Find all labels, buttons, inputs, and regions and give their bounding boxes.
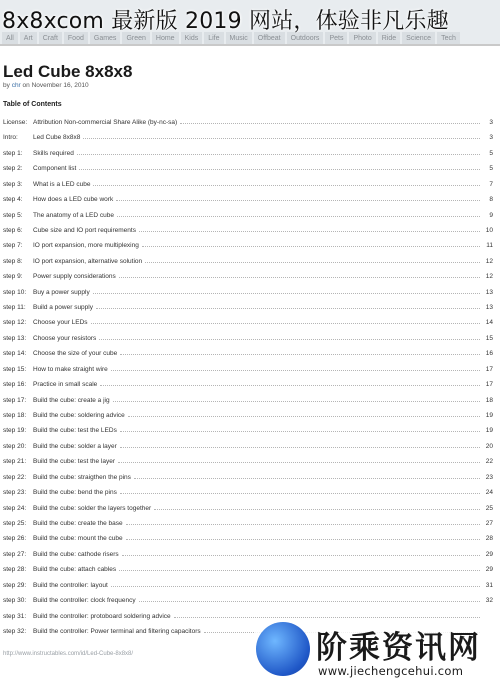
- toc-leader-dots: [96, 304, 480, 309]
- toc-leader-dots: [139, 227, 480, 232]
- toc-row[interactable]: [3, 443, 493, 458]
- toc-leader-dots: [174, 613, 480, 618]
- toc-page-number: 19: [485, 412, 493, 420]
- toc-step: step 16:: [3, 381, 27, 389]
- nav-tab[interactable]: Ride: [378, 32, 400, 46]
- nav-tab[interactable]: Green: [122, 32, 149, 46]
- toc-label: Practice in small scale: [33, 381, 98, 389]
- toc-row[interactable]: [3, 150, 493, 165]
- toc-row[interactable]: [3, 227, 493, 242]
- toc-leader-dots: [93, 181, 480, 186]
- toc-step: step 22:: [3, 473, 27, 481]
- toc-leader-dots: [119, 273, 480, 278]
- toc-leader-dots: [180, 119, 480, 124]
- toc-page-number: 3: [489, 119, 493, 126]
- toc-page-number: 22: [485, 458, 493, 466]
- nav-tab[interactable]: Home: [152, 32, 179, 46]
- toc-step: step 27:: [3, 550, 27, 558]
- toc-label: Cube size and IO port requirements: [33, 226, 136, 234]
- toc-leader-dots: [91, 319, 480, 324]
- toc-label: How does a LED cube work: [33, 196, 114, 204]
- toc-label: Build the cube: test the layer: [33, 458, 116, 466]
- toc-page-number: 9: [489, 211, 493, 219]
- toc-step: step 20:: [3, 442, 27, 450]
- toc-page-number: 14: [485, 319, 493, 327]
- toc-page-number: 18: [485, 396, 493, 404]
- toc-leader-dots: [145, 258, 480, 263]
- toc-label: Build the cube: create a jig: [33, 396, 110, 404]
- toc-row[interactable]: [3, 181, 493, 196]
- toc-label: Component list: [33, 165, 77, 173]
- toc-leader-dots: [83, 134, 480, 139]
- toc-leader-dots: [117, 212, 480, 217]
- watermark-name: 阶乘资讯网: [316, 630, 481, 666]
- toc-step: step 19:: [3, 427, 27, 435]
- toc-page-number: 12: [485, 273, 493, 281]
- toc-row[interactable]: [3, 505, 493, 520]
- toc-row[interactable]: [3, 381, 493, 396]
- toc-label: Build the cube: solder a layer: [33, 442, 117, 450]
- toc-page-number: 16: [485, 350, 493, 358]
- toc-label: Build the controller: layout: [33, 581, 108, 589]
- nav-tab[interactable]: Kids: [181, 32, 203, 46]
- toc-step: step 5:: [3, 211, 23, 219]
- toc-page-number: 12: [485, 257, 493, 265]
- toc-row[interactable]: [3, 397, 493, 412]
- toc-label: IO port expansion, more multiplexing: [33, 242, 139, 250]
- nav-tab[interactable]: Offbeat: [254, 32, 285, 46]
- toc-step: step 9:: [3, 273, 23, 281]
- nav-tab[interactable]: All: [2, 32, 18, 46]
- toc-row[interactable]: [3, 458, 493, 473]
- toc-label: Choose your LEDs: [33, 319, 88, 327]
- toc-row[interactable]: [3, 212, 493, 227]
- toc-row[interactable]: [3, 335, 493, 350]
- toc-step: step 6:: [3, 226, 23, 234]
- toc-row[interactable]: [3, 582, 493, 597]
- toc-step: step 3:: [3, 180, 23, 188]
- toc-step: step 31:: [3, 612, 27, 620]
- toc-heading: Table of Contents: [3, 101, 62, 108]
- watermark-logo: [254, 620, 500, 681]
- toc-row[interactable]: [3, 366, 493, 381]
- toc-row[interactable]: [3, 134, 493, 149]
- toc-leader-dots: [119, 566, 480, 571]
- toc-leader-dots: [120, 443, 480, 448]
- toc-label: Build the cube: solder the layers together: [33, 504, 152, 512]
- toc-step: step 11:: [3, 304, 26, 312]
- toc-leader-dots: [126, 520, 480, 525]
- toc-step: step 32:: [3, 627, 27, 635]
- toc-row[interactable]: [3, 304, 493, 319]
- toc-label: Attribution Non-commercial Share Alike (by-nc-sa): [33, 119, 178, 126]
- toc-row[interactable]: [3, 427, 493, 442]
- toc-row[interactable]: [3, 551, 493, 566]
- toc-leader-dots: [120, 427, 480, 432]
- toc-step: step 1:: [3, 149, 23, 157]
- nav-tab[interactable]: Outdoors: [287, 32, 324, 46]
- toc-leader-dots: [99, 335, 480, 340]
- toc-page-number: 17: [485, 365, 493, 373]
- toc-leader-dots: [122, 551, 480, 556]
- toc-label: Build the cube: create the base: [33, 519, 123, 527]
- overlay-title: 8x8xcom 最新版 2019 网站，体验非凡乐趣: [2, 9, 449, 34]
- toc-page-number: 3: [489, 134, 493, 142]
- toc-step: License:: [3, 119, 28, 126]
- document-title: Led Cube 8x8x8: [3, 62, 133, 81]
- nav-tab[interactable]: Art: [20, 32, 37, 46]
- toc-step: step 29:: [3, 581, 27, 589]
- nav-tab[interactable]: Pets: [325, 32, 347, 46]
- toc-step: step 14:: [3, 350, 27, 358]
- toc-row[interactable]: [3, 597, 493, 612]
- toc-page-number: 13: [485, 304, 493, 312]
- toc-leader-dots: [154, 505, 480, 510]
- toc-label: Power supply considerations: [33, 273, 116, 281]
- toc-label: IO port expansion, alternative solution: [33, 257, 143, 265]
- toc-leader-dots: [111, 582, 480, 587]
- toc-label: The anatomy of a LED cube: [33, 211, 114, 219]
- toc-page-number: 17: [485, 381, 493, 389]
- nav-tab[interactable]: Photo: [349, 32, 375, 46]
- toc-step: step 24:: [3, 504, 27, 512]
- toc-label: Led Cube 8x8x8: [33, 134, 81, 142]
- document-byline: [3, 82, 89, 89]
- author-link[interactable]: chr: [11, 82, 21, 89]
- toc-leader-dots: [118, 458, 480, 463]
- nav-tab[interactable]: Science: [402, 32, 435, 46]
- toc-leader-dots: [111, 366, 480, 371]
- toc-page-number: 10: [485, 226, 493, 234]
- toc-step: step 18:: [3, 412, 27, 420]
- toc-label: Build the cube: cathode risers: [33, 550, 119, 558]
- toc-step: step 28:: [3, 566, 27, 574]
- toc-page-number: 27: [485, 519, 493, 527]
- toc-row[interactable]: [3, 273, 493, 288]
- nav-tab[interactable]: Games: [90, 32, 121, 46]
- toc-page-number: 5: [489, 165, 493, 173]
- toc-label: Build the cube: test the LEDs: [33, 427, 117, 435]
- toc-leader-dots: [126, 535, 480, 540]
- toc-row[interactable]: [3, 196, 493, 211]
- toc-step: step 2:: [3, 165, 23, 173]
- toc-step: step 17:: [3, 396, 27, 404]
- toc-row[interactable]: [3, 319, 493, 334]
- toc-leader-dots: [100, 381, 480, 386]
- toc-row[interactable]: [3, 535, 493, 550]
- toc-page-number: 23: [485, 473, 493, 481]
- toc-step: step 23:: [3, 489, 27, 497]
- toc-step: step 21:: [3, 458, 27, 466]
- toc-leader-dots: [79, 165, 480, 170]
- toc-leader-dots: [139, 597, 480, 602]
- nav-tab[interactable]: Music: [226, 32, 252, 46]
- toc-label: Build the controller: Power terminal and filtering capacitors: [33, 627, 201, 635]
- toc-page-number: 28: [485, 535, 493, 543]
- toc-step: step 26:: [3, 535, 27, 543]
- toc-step: Intro:: [3, 134, 18, 142]
- toc-leader-dots: [128, 412, 480, 417]
- toc-row[interactable]: [3, 119, 493, 134]
- toc-row[interactable]: [3, 489, 493, 504]
- toc-page-number: 29: [485, 550, 493, 558]
- toc-label: Build the cube: attach cables: [33, 566, 117, 574]
- toc-leader-dots: [116, 196, 480, 201]
- toc-page-number: 24: [485, 489, 493, 497]
- footer-url[interactable]: http://www.instructables.com/id/Led-Cube-8x8x8/: [3, 651, 134, 657]
- toc-step: step 25:: [3, 519, 27, 527]
- toc-label: Skills required: [33, 149, 74, 157]
- toc-page-number: 29: [485, 566, 493, 574]
- toc-row[interactable]: [3, 289, 493, 304]
- nav-tab[interactable]: Life: [204, 32, 223, 46]
- toc-label: Build a power supply: [33, 304, 93, 312]
- toc-leader-dots: [120, 489, 480, 494]
- toc-page-number: 7: [489, 180, 493, 188]
- toc-label: Choose the size of your cube: [33, 350, 118, 358]
- toc-page-number: 13: [485, 288, 493, 296]
- toc-label: What is a LED cube: [33, 180, 91, 188]
- toc-step: step 15:: [3, 365, 27, 373]
- toc-step: step 7:: [3, 242, 23, 250]
- toc-label: Choose your resistors: [33, 334, 97, 342]
- toc-step: step 4:: [3, 196, 23, 204]
- toc-page-number: 11: [486, 242, 493, 250]
- toc-page-number: 31: [485, 581, 493, 589]
- toc-row[interactable]: [3, 520, 493, 535]
- toc-row[interactable]: [3, 412, 493, 427]
- toc-page-number: 19: [485, 427, 493, 435]
- toc-label: How to make straight wire: [33, 365, 108, 373]
- watermark-url: www.jiechengcehui.com: [318, 664, 464, 678]
- eagle-logo-icon: [256, 622, 310, 676]
- toc-label: Build the cube: soldering advice: [33, 412, 125, 420]
- toc-label: Build the cube: mount the cube: [33, 535, 123, 543]
- toc-label: Build the controller: clock frequency: [33, 597, 136, 605]
- toc-label: Build the cube: straigthen the pins: [33, 473, 131, 481]
- nav-tab[interactable]: Food: [64, 32, 88, 46]
- toc-step: step 30:: [3, 597, 27, 605]
- toc-row[interactable]: [3, 566, 493, 581]
- toc-page-number: 20: [485, 442, 493, 450]
- toc-page-number: 5: [489, 149, 493, 157]
- toc-leader-dots: [120, 350, 480, 355]
- toc-row[interactable]: [3, 474, 493, 489]
- toc-step: step 8:: [3, 257, 23, 265]
- toc-leader-dots: [142, 242, 480, 247]
- toc-row[interactable]: [3, 165, 493, 180]
- toc-step: step 12:: [3, 319, 27, 327]
- nav-tab[interactable]: Tech: [437, 32, 460, 46]
- toc-label: Build the cube: bend the pins: [33, 489, 117, 497]
- toc-page-number: 8: [489, 196, 493, 204]
- toc-leader-dots: [77, 150, 480, 155]
- toc-step: step 10:: [3, 288, 27, 296]
- toc-page-number: 15: [485, 334, 493, 342]
- toc-row[interactable]: [3, 350, 493, 365]
- toc-page-number: 25: [485, 504, 493, 512]
- toc-label: Buy a power supply: [33, 288, 90, 296]
- toc-label: Build the controller: protoboard soldering advice: [33, 612, 171, 620]
- toc-leader-dots: [113, 397, 480, 402]
- byline-prefix: by: [3, 82, 10, 89]
- toc-page-number: 32: [485, 597, 493, 605]
- toc-leader-dots: [134, 474, 480, 479]
- toc-row[interactable]: [3, 258, 493, 273]
- byline-date: on November 16, 2010: [22, 82, 89, 89]
- nav-tab[interactable]: Craft: [39, 32, 62, 46]
- table-of-contents: [3, 119, 493, 643]
- toc-step: step 13:: [3, 334, 27, 342]
- toc-leader-dots: [93, 289, 480, 294]
- toc-row[interactable]: [3, 242, 493, 257]
